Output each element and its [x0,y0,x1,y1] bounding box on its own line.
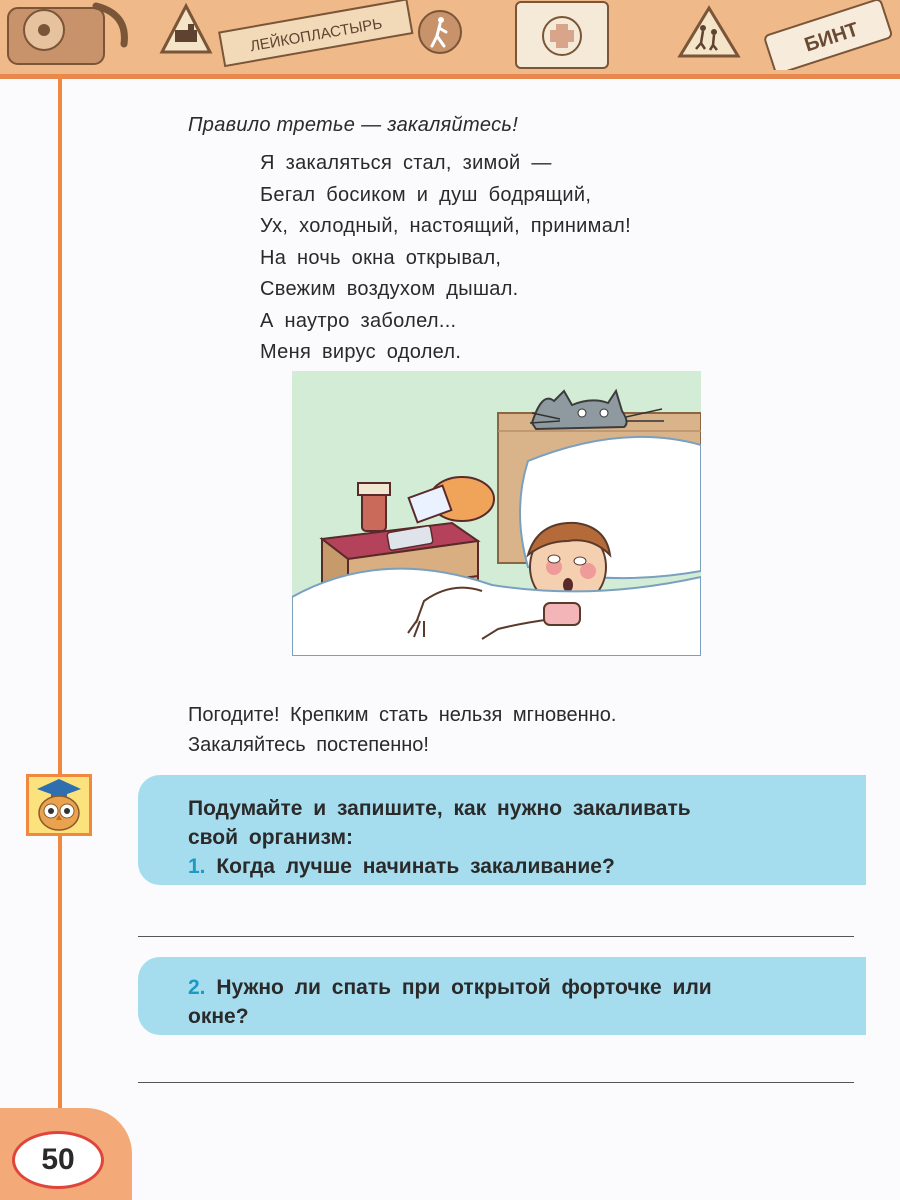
first-aid-kit-icon [508,0,614,70]
question-number: 2. [188,976,206,999]
question-number: 1. [188,855,206,878]
task-prompt-line: Подумайте и запишите, как нужно закаливать [188,797,691,820]
task-prompt [188,794,691,881]
bandage-roll-icon [754,0,900,70]
page-number: 50 [12,1131,104,1189]
poem-line: А наутро заболел... [260,309,457,332]
poem-line: Бегал босиком и душ бодрящий, [260,183,592,206]
owl-icon [29,777,89,833]
task-prompt-line: свой организм: [188,826,354,849]
poem-line: Ух, холодный, настоящий, принимал! [260,215,631,237]
section-heading: Правило третье — закаляйтесь! [188,114,519,136]
plaster-label: ЛЕЙКОПЛАСТЫРЬ [248,15,384,56]
margin-rule [58,74,62,1124]
poem-line: Меня вирус одолел. [260,341,462,363]
advice-text [188,700,616,760]
poem [260,148,631,369]
poem-line: Я закаляться стал, зимой — [260,152,552,174]
answer-line[interactable] [138,1082,854,1083]
children-crossing-sign-icon [676,0,742,70]
pedestrian-sign-icon [414,0,466,70]
question-1 [188,852,691,881]
advice-line: Погодите! Крепким стать нельзя мгновенно. [188,704,617,726]
question-text: Когда лучше начинать закаливание? [216,855,615,878]
sick-boy-illustration [292,371,701,656]
answer-line[interactable] [138,936,854,937]
plaster-box-icon [210,0,420,70]
bandage-label: БИНТ [801,18,862,57]
advice-line: Закаляйтесь постепенно! [188,734,429,756]
poem-line: На ночь окна открывал, [260,246,502,269]
train-crossing-sign-icon [158,0,214,70]
question-2 [188,973,712,1031]
question-text: окне? [188,1005,249,1028]
question-text: Нужно ли спать при открытой форточке или [216,976,712,999]
telephone-icon [0,0,140,70]
top-banner [0,0,900,79]
poem-line: Свежим воздухом дышал. [260,278,519,300]
task-marker [26,774,92,836]
